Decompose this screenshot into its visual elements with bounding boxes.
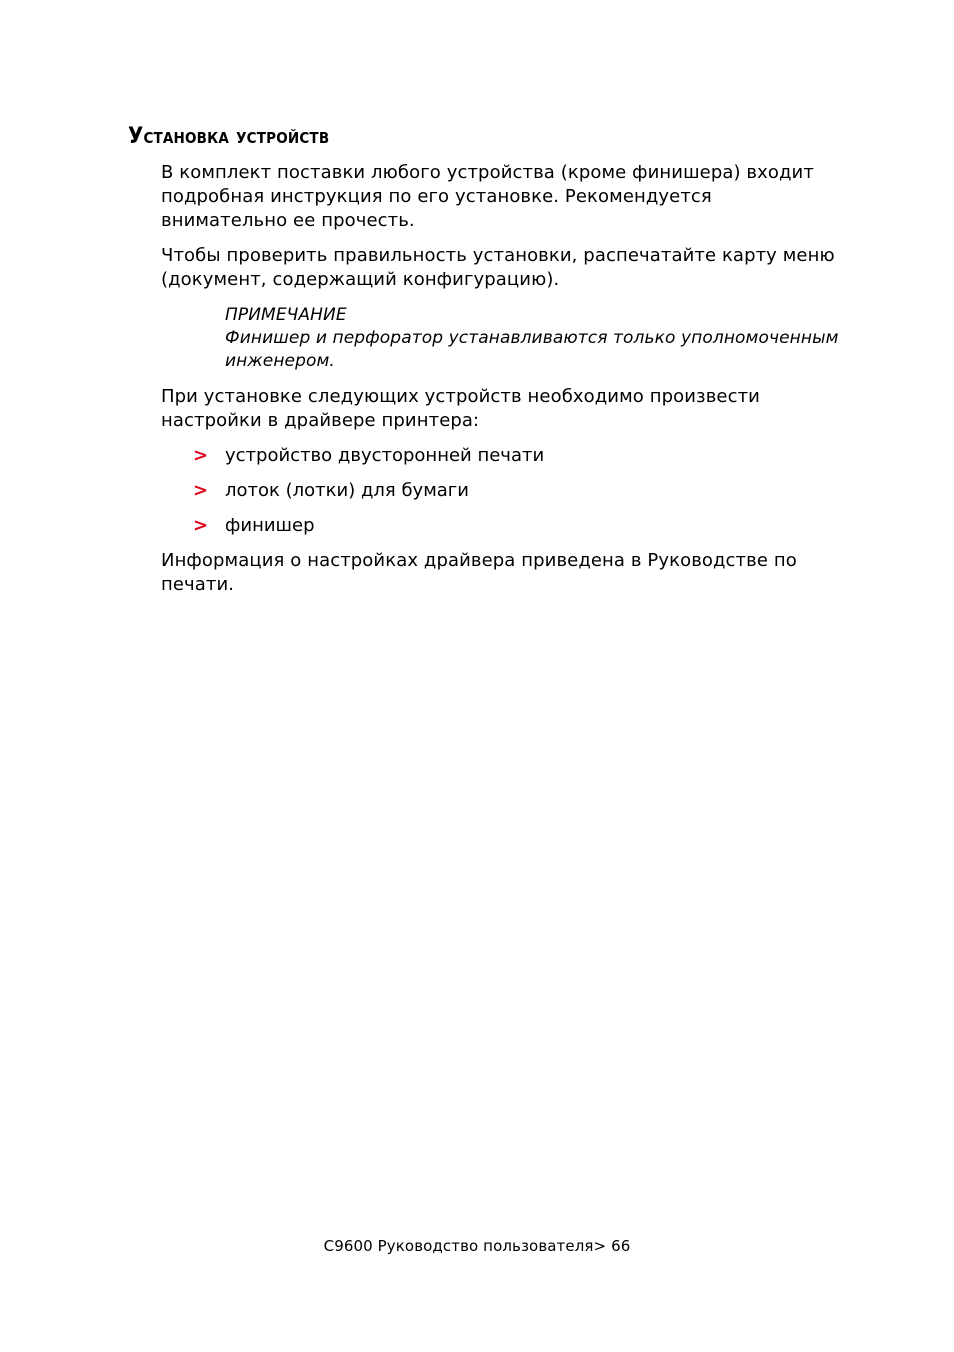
page-footer: C9600 Руководство пользователя> 66 [323, 1237, 631, 1255]
intro-paragraph: В комплект поставки любого устройства (кроме финишера) входит подробная инструкция по его установке. Рекомендуется внимательно ее прочесть. [161, 162, 814, 231]
list-item [161, 479, 841, 503]
section-heading: Установка устройств [128, 124, 330, 149]
list-item-text: финишер [225, 515, 315, 536]
note-title: ПРИМЕЧАНИЕ [225, 305, 347, 325]
device-list [161, 444, 841, 538]
list-item [161, 514, 841, 538]
settings-paragraph: При установке следующих устройств необходимо произвести настройки в драйвере принтера: [161, 386, 760, 431]
section-body [161, 161, 841, 597]
list-item-text: устройство двусторонней печати [225, 445, 545, 466]
chevron-right-icon: > [193, 480, 209, 501]
chevron-right-icon: > [193, 445, 209, 466]
list-item-text: лоток (лотки) для бумаги [225, 480, 469, 501]
note-block [225, 304, 841, 373]
list-item [161, 444, 841, 468]
info-paragraph: Информация о настройках драйвера приведена в Руководстве по печати. [161, 550, 797, 595]
note-text: Финишер и перфоратор устанавливаются только уполномоченным инженером. [225, 328, 839, 371]
check-paragraph: Чтобы проверить правильность установки, распечатайте карту меню (документ, содержащий конфигурацию). [161, 245, 835, 290]
chevron-right-icon: > [193, 515, 209, 536]
